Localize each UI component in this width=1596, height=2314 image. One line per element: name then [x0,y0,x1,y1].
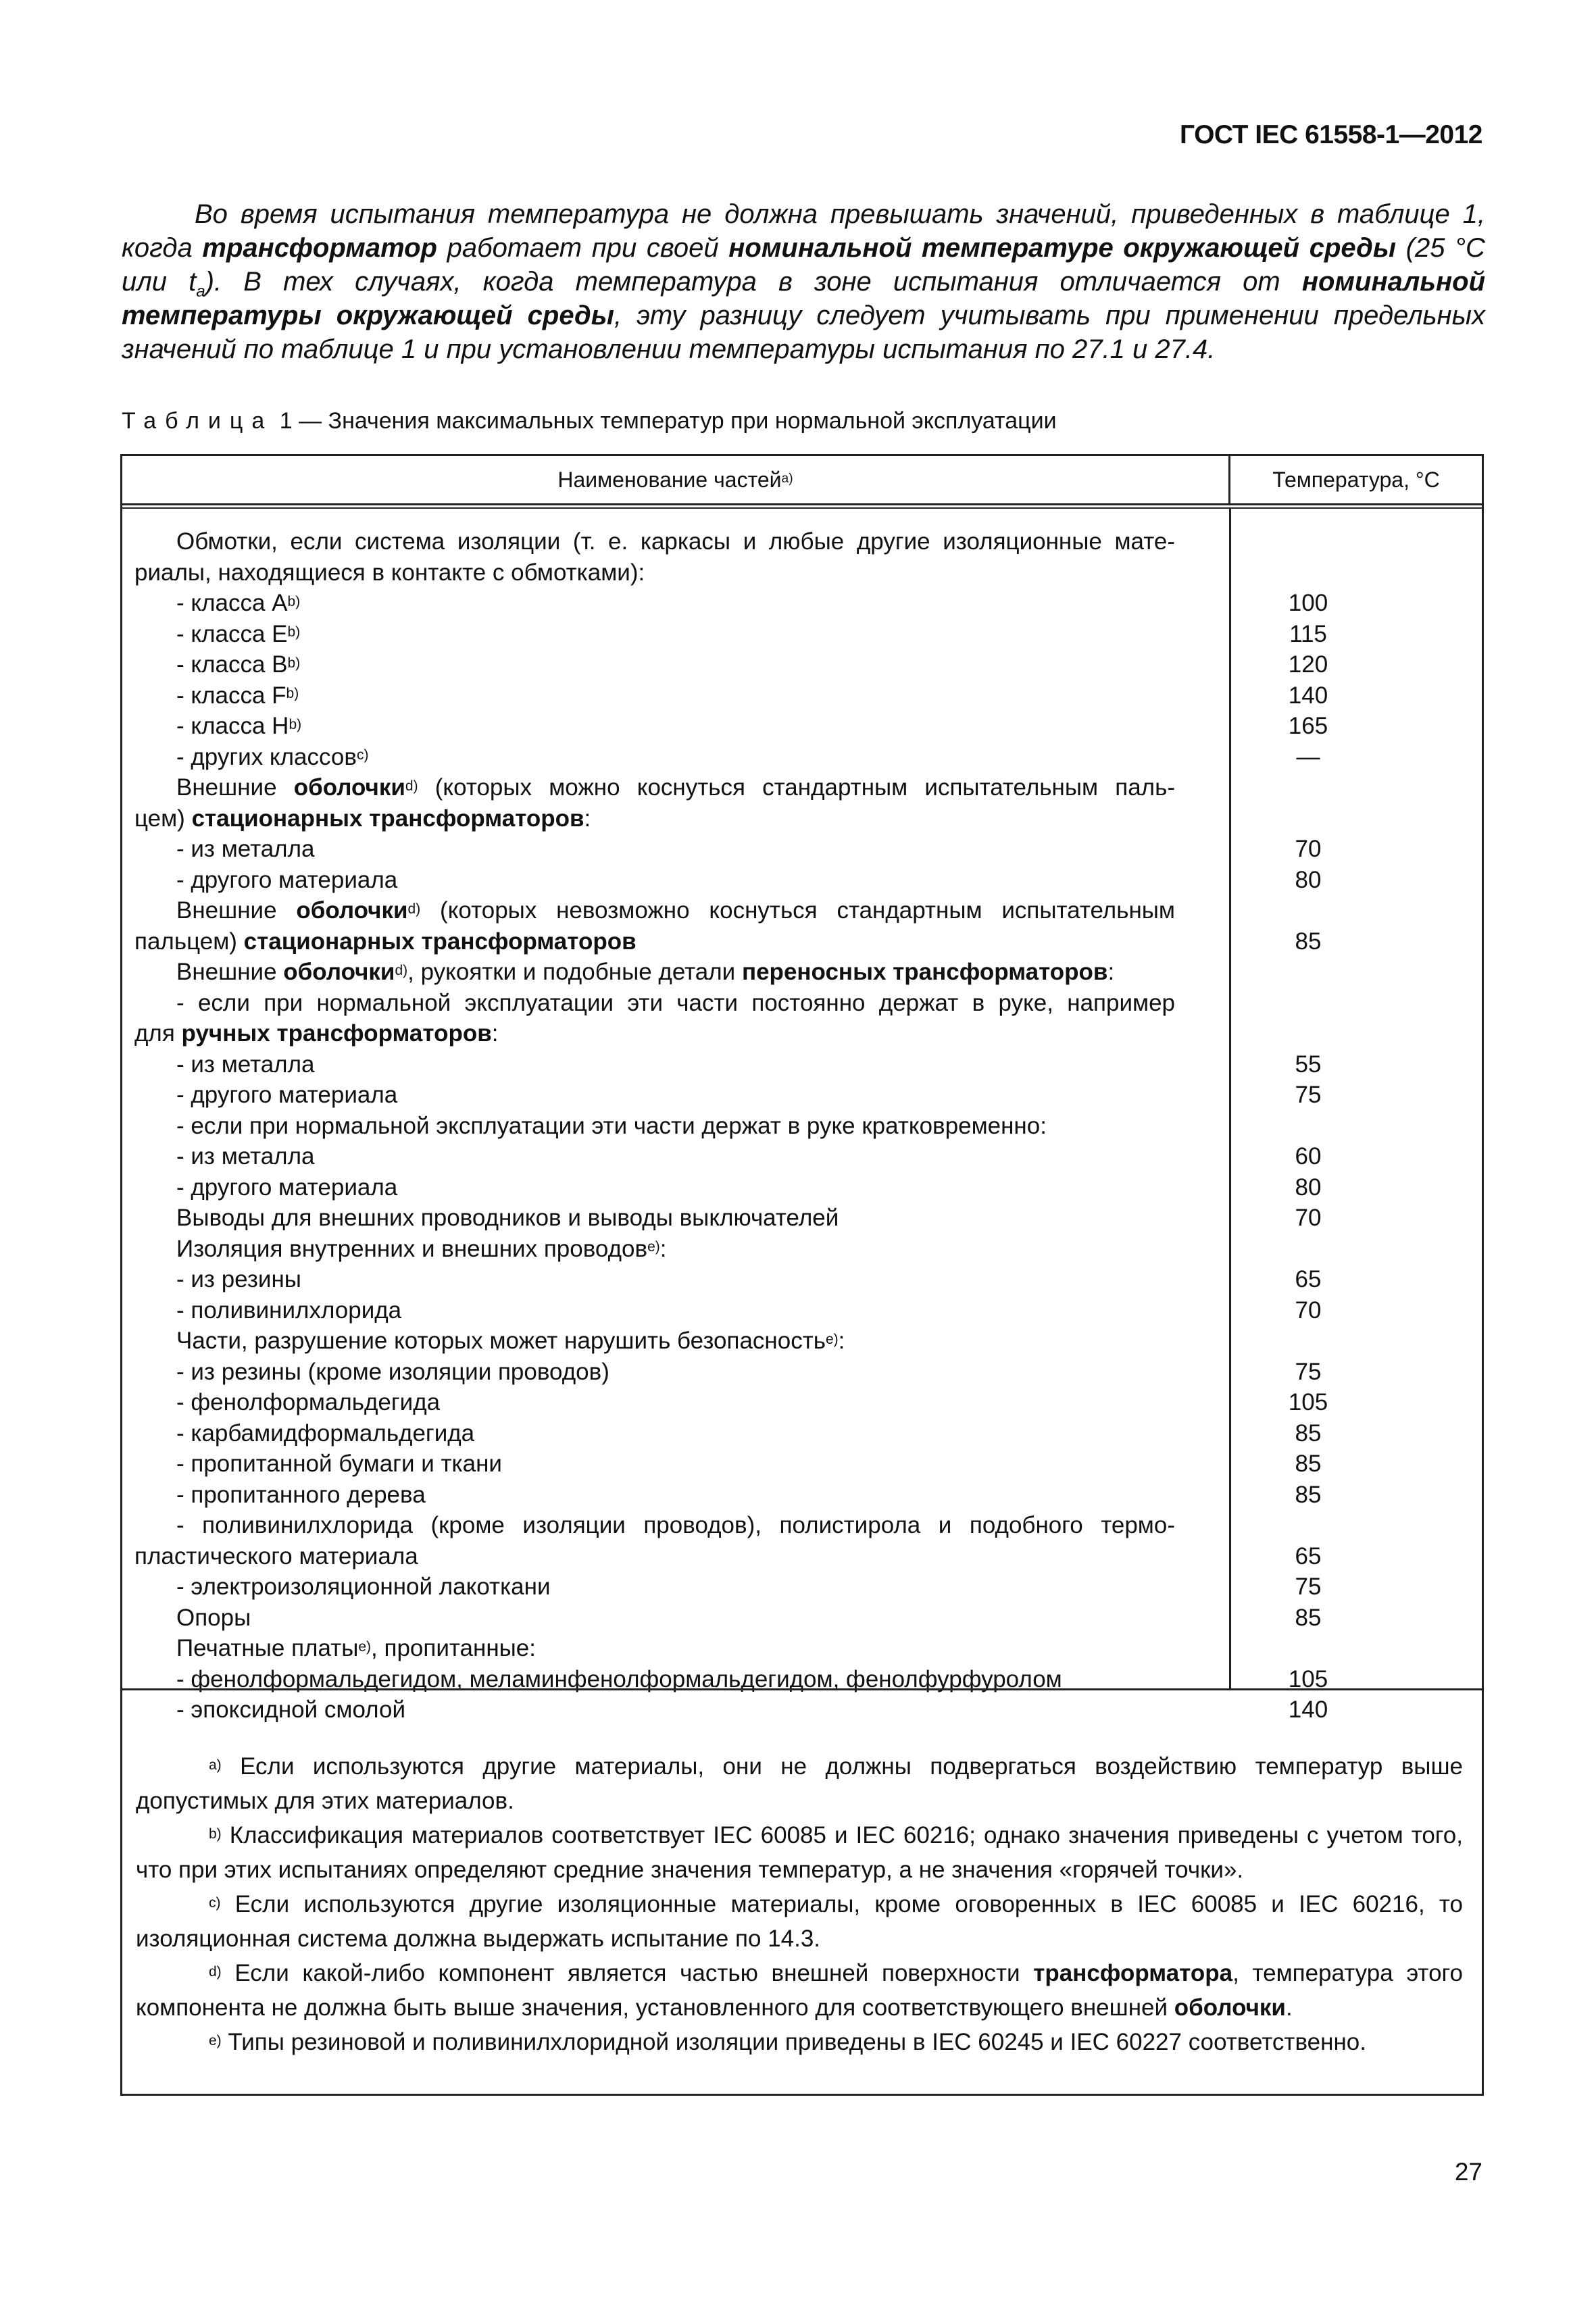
table-row [122,1510,1482,1541]
intro-text: работает при своей [447,233,719,263]
intro-bold: номинальной температуре окружающей среды [728,233,1396,263]
table-row [122,1295,1482,1326]
footnote-bold: оболочки [1174,1994,1286,2021]
row-label-text: : [1107,959,1115,985]
table-caption [122,408,1057,434]
row-label [176,957,1175,988]
row-temperature: 165 [1288,713,1328,739]
table-row [122,1326,1482,1357]
row-footnote-mark: b) [286,686,299,702]
table-row [122,803,1482,834]
intro-text: Во время испытания температура не должна превышать значений, приведенных в таблице 1, когда [122,199,1485,263]
row-label [134,1018,1175,1049]
row-label-text: - другого материала [176,866,398,893]
row-label [134,926,1175,957]
row-label-text: , рукоятки и подобные детали [407,959,742,985]
table-row [122,957,1482,988]
table-row [122,1633,1482,1664]
row-label [176,1203,1175,1234]
table-row [122,1203,1482,1234]
row-label-text: Внешние [176,959,284,985]
row-label-bold: ручных трансформаторов [181,1020,492,1047]
row-label-text: цем) [134,805,192,832]
row-label-bold: стационарных трансформаторов [191,805,584,832]
row-label-bold: стационарных трансформаторов [243,928,637,955]
row-label [176,895,1175,926]
row-footnote-mark: e) [825,1331,839,1347]
row-temperature: 105 [1288,1389,1328,1415]
row-label [176,772,1175,803]
table-footnote [136,1956,1463,2025]
row-temperature: 105 [1288,1665,1328,1692]
table-row [122,1111,1482,1142]
row-label [176,1510,1175,1541]
row-label [176,1357,1175,1388]
row-label [176,1694,1175,1726]
row-label-text: - пропитанного дерева [176,1481,426,1508]
row-footnote-mark: d) [395,962,408,978]
intro-paragraph [122,197,1485,366]
table-row [122,1603,1482,1634]
row-label-text: - других классов [176,743,357,770]
footnote-text: Если какой-либо компонент является частью внешней поверхности [221,1960,1034,1986]
row-temperature: 75 [1295,1574,1322,1600]
row-label-bold: оболочки [283,959,395,985]
row-label-text: - другого материала [176,1082,398,1108]
table-body [122,526,1482,1726]
table-row [122,557,1482,588]
table-footnote [136,2025,1463,2059]
row-temperature: 80 [1295,1174,1322,1201]
row-temperature: 60 [1295,1143,1322,1169]
row-label-bold: оболочки [296,897,408,924]
row-label-text: - класса H [176,713,289,739]
row-label-text: Внешние [176,897,297,924]
row-label-text: - электроизоляционной лакоткани [176,1574,551,1600]
row-footnote-mark: e) [647,1239,660,1255]
row-label-text: : [491,1020,499,1047]
row-label [176,1480,1175,1511]
row-label-text: - если при нормальной эксплуатации эти части постоянно держат в руке, например [176,989,1175,1016]
footnote-text: , температура этого компонента не должна быть выше значения, установленного для соответствующего внешней [136,1960,1463,2021]
table-row [122,1018,1482,1049]
document-id: ГОСТ IEC 61558-1—2012 [1179,120,1482,149]
intro-subscript: a [196,282,205,301]
table-row [122,865,1482,896]
table-footnote [136,1818,1463,1887]
row-label-bold: переносных трансформаторов [741,959,1108,985]
row-label [176,1387,1175,1418]
row-label-text: пальцем) [134,928,244,955]
row-footnote-mark: e) [358,1638,372,1655]
row-label-text: Выводы для внешних проводников и выводы выключателей [176,1205,839,1231]
table-row [122,926,1482,957]
table-row [122,680,1482,711]
table-row [122,1141,1482,1172]
table-row [122,988,1482,1019]
table-footnote [136,1749,1463,1818]
row-footnote-mark: d) [405,778,418,794]
row-label-text: Печатные платы [176,1635,359,1661]
table-row [122,1541,1482,1572]
row-temperature: 75 [1295,1358,1322,1385]
footnote-text: Если используются другие материалы, они не должны подвергаться воздействию температур выше допустимых для этих материалов. [136,1753,1463,1814]
column-header-temperature: Температура, °С [1272,468,1440,492]
row-temperature: 140 [1288,682,1328,709]
table-row [122,711,1482,742]
row-label-text: - из резины (кроме изоляции проводов) [176,1358,609,1385]
page-number: 27 [1454,2158,1482,2186]
table-row [122,895,1482,926]
row-temperature: 70 [1295,1205,1322,1231]
row-temperature: 85 [1295,1419,1322,1447]
table-row [122,1694,1482,1726]
table-row [122,1480,1482,1511]
footnote-mark: d) [209,1963,222,1980]
row-label-text: Обмотки, если система изоляции (т. е. каркасы и любые другие изоляционные мате- [176,528,1175,555]
footnote-text: Типы резиновой и поливинилхлоридной изоляции приведены в IEC 60245 и IEC 60227 соответственно. [221,2029,1366,2055]
intro-text: (25 °С или t [122,233,1485,297]
row-label-text: Внешние [176,774,294,801]
row-footnote-mark: d) [407,901,421,917]
table-row [122,1449,1482,1480]
row-label-text: пластического материала [134,1542,418,1569]
row-label-text: - из металла [176,836,315,862]
row-label [176,619,1175,650]
footnote-mark: c) [209,1894,221,1911]
table-row [122,1172,1482,1203]
row-label [134,1541,1175,1572]
row-label-text: - карбамидформальдегида [176,1419,475,1447]
row-label [176,1172,1175,1203]
row-label [176,988,1175,1019]
footnote-mark: e) [209,2032,222,2048]
table-row [122,1418,1482,1449]
row-footnote-mark: b) [287,624,301,640]
table-row [122,1264,1482,1295]
row-label-text: - из металла [176,1143,315,1169]
row-label [134,557,1175,588]
footnote-text: Классификация материалов соответствует IEC 60085 и IEC 60216; однако значения приведены с учетом того, что при этих испытаниях определяют средние значения температур, а не значения «горячей точки». [136,1822,1463,1883]
footnote-mark: a) [209,1757,222,1773]
row-temperature: 70 [1295,1297,1322,1324]
row-label [176,1080,1175,1111]
row-label-text: - фенолформальдегидом, меламинфенолформальдегидом, фенолфурфуролом [176,1665,1062,1692]
row-label [134,803,1175,834]
row-label-text: : [838,1328,845,1354]
row-label-text: - если при нормальной эксплуатации эти части держат в руке кратковременно: [176,1112,1047,1139]
row-label-bold: оболочки [293,774,405,801]
intro-text: , эту разницу следует учитывать при применении предельных значений по таблице 1 и при установлении температуры испытания по 27.1 и 27.4. [122,301,1486,364]
row-label [176,1603,1175,1634]
row-label-text: (которых невозможно коснуться стандартным испытательным [420,897,1175,924]
table-row [122,772,1482,803]
footnote-bold: трансформатора [1033,1960,1233,1986]
row-label [176,1111,1175,1142]
row-temperature: 70 [1295,836,1322,862]
table-row [122,742,1482,773]
column-header-name [122,456,1230,503]
row-label-text: - класса B [176,651,288,678]
row-label-text: - из резины [176,1266,301,1292]
table-caption-text: 1 — Значения максимальных температур при нормальной эксплуатации [273,408,1057,434]
row-label [176,1295,1175,1326]
row-label [176,526,1175,557]
row-label-text: : [659,1235,667,1262]
row-label-text: , пропитанные: [371,1635,536,1661]
row-label [176,1234,1175,1265]
row-temperature: 65 [1295,1266,1322,1292]
row-label [176,1449,1175,1480]
row-label [176,1049,1175,1080]
row-temperature: 85 [1295,928,1322,955]
row-label [176,588,1175,619]
row-label-text: Изоляция внутренних и внешних проводов [176,1235,648,1262]
table-row [122,1080,1482,1111]
row-label [176,1571,1175,1603]
row-temperature: — [1296,743,1320,770]
row-label-text: Опоры [176,1604,251,1631]
footnote-text: Если используются другие изоляционные материалы, кроме оговоренных в IEC 60085 и IEC 60216, то изоляционная система должна выдержать испытание по 14.3. [136,1891,1463,1952]
row-label [176,1141,1175,1172]
row-temperature: 85 [1295,1481,1322,1508]
row-label-text: - класса E [176,620,288,647]
header-double-rule [122,507,1482,509]
row-label-text: - поливинилхлорида (кроме изоляции проводов), полистирола и подобного термо- [176,1512,1175,1538]
row-label [176,1418,1175,1449]
row-label [176,742,1175,773]
column-header-footnote: a) [781,472,793,486]
row-temperature: 140 [1288,1696,1328,1723]
row-footnote-mark: b) [287,593,301,609]
row-label [176,1264,1175,1295]
footnote-mark: b) [209,1826,222,1842]
row-label [176,1326,1175,1357]
row-temperature: 80 [1295,866,1322,893]
table-row [122,649,1482,680]
intro-bold: номинальной температуры окружающей среды [122,267,1485,330]
table-row [122,526,1482,557]
row-temperature: 65 [1295,1542,1322,1569]
row-label-text: - поливинилхлорида [176,1297,402,1324]
table-row [122,588,1482,619]
row-label-text: - эпоксидной смолой [176,1696,405,1723]
row-label-text: риалы, находящиеся в контакте с обмотками): [134,559,645,586]
row-temperature: 100 [1288,590,1328,616]
row-label-text: - класса F [176,682,286,709]
table-footnote [136,1887,1463,1956]
row-label-text: : [584,805,591,832]
row-temperature: 115 [1289,620,1327,647]
row-temperature: 55 [1295,1051,1322,1078]
row-temperature: 85 [1295,1451,1322,1477]
intro-text: ). В тех случаях, когда температура в зоне испытания отличается от [205,267,1280,297]
table-caption-label: Таблица [122,408,274,434]
table-row [122,1357,1482,1388]
footnote-text: . [1285,1994,1293,2021]
notes-divider [122,1688,1482,1690]
table-notes [136,1749,1463,2059]
column-header-name-text: Наименование частей [557,468,782,492]
row-label-text: (которых можно коснуться стандартным испытательным паль- [418,774,1175,801]
row-label-text: - другого материала [176,1174,398,1201]
row-temperature: 75 [1295,1082,1322,1108]
row-label-text: - класса A [176,590,288,616]
row-label-text: для [134,1020,182,1047]
row-label [176,865,1175,896]
row-label-text: - из металла [176,1051,315,1078]
row-label [176,711,1175,742]
table-row [122,1049,1482,1080]
row-label-text: - пропитанной бумаги и ткани [176,1451,502,1477]
table-header [122,456,1482,505]
intro-bold: трансформатор [202,233,437,263]
table-row [122,1387,1482,1418]
row-temperature: 120 [1288,651,1328,678]
row-label-text: Части, разрушение которых может нарушить безопасность [176,1328,826,1354]
row-temperature: 85 [1295,1604,1322,1631]
row-label-text: - фенолформальдегида [176,1389,441,1415]
row-label [176,649,1175,680]
row-label [176,834,1175,865]
row-footnote-mark: b) [287,655,301,671]
table-row [122,834,1482,865]
row-footnote-mark: c) [356,747,369,763]
row-footnote-mark: b) [289,716,302,732]
row-label [176,1633,1175,1664]
row-label [176,680,1175,711]
table-row [122,619,1482,650]
temperature-table [120,454,1484,2096]
table-row [122,1571,1482,1603]
table-row [122,1234,1482,1265]
